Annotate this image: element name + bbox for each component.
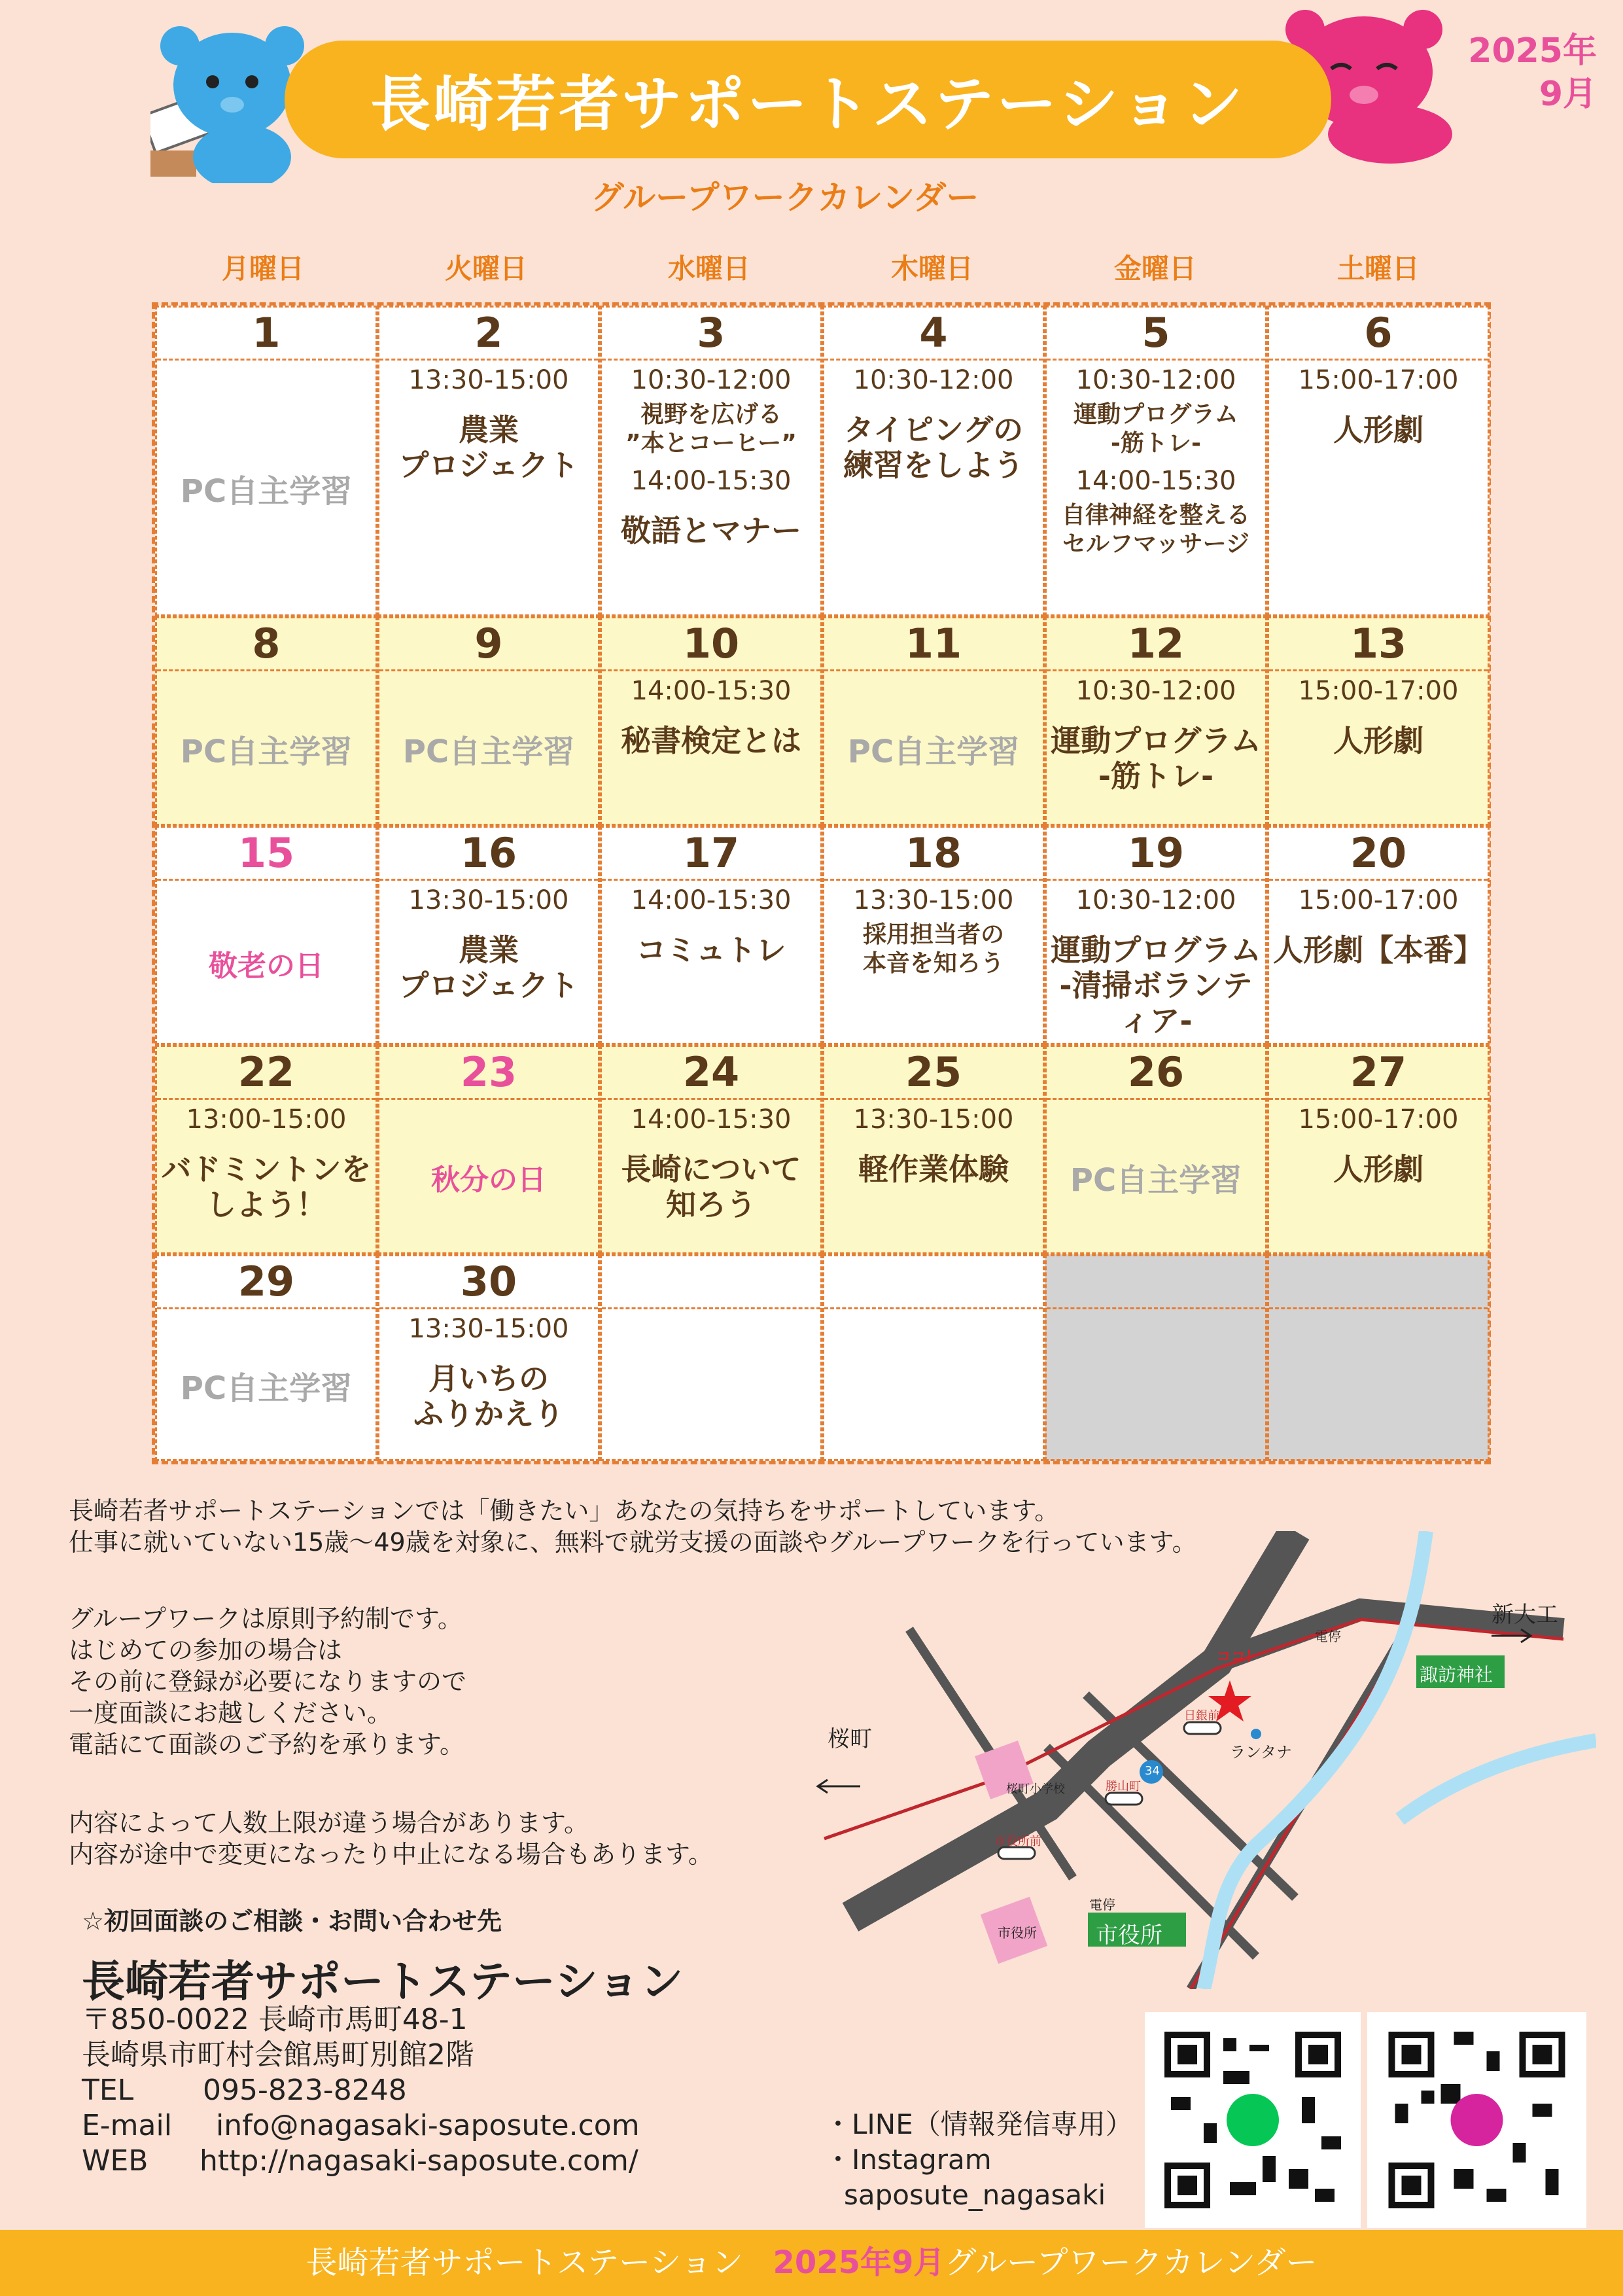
map-label-suwa-shrine: 諏訪神社 xyxy=(1420,1664,1493,1686)
event-title: 長崎について 知ろう xyxy=(621,1152,801,1222)
org-name: 長崎若者サポートステーション xyxy=(82,1956,684,2007)
day-number: 9 xyxy=(474,620,503,667)
event-title: 運動プログラム -筋トレ- xyxy=(1051,723,1261,794)
event-title: タイピングの 練習をしよう xyxy=(843,412,1024,483)
day-number: 19 xyxy=(1127,829,1185,877)
self-study-label: PC自主学習 xyxy=(402,733,575,770)
event-title: 敬語とマナー xyxy=(621,513,801,548)
calendar-day-cell xyxy=(1267,306,1490,616)
day-number: 11 xyxy=(905,620,962,667)
event-title: 農業 プロジェクト xyxy=(398,412,579,483)
web-label: WEB xyxy=(82,2144,148,2178)
event-title: 農業 プロジェクト xyxy=(398,932,579,1003)
tel-value: 095-823-8248 xyxy=(203,2074,407,2107)
self-study-label: PC自主学習 xyxy=(180,1369,353,1407)
building-address: 長崎県市町村会館馬町別館2階 xyxy=(82,2038,474,2072)
event-time: 14:00-15:30 xyxy=(631,885,792,915)
event-title: 月いちの ふりかえり xyxy=(413,1361,564,1432)
access-map xyxy=(798,1531,1596,1989)
calendar-day-cell xyxy=(822,306,1045,616)
calendar-day-cell xyxy=(155,826,377,1045)
map-label-sakuramachi: 桜町 xyxy=(828,1726,872,1752)
event-time: 14:00-15:30 xyxy=(631,1104,792,1135)
weekday-label: 金曜日 xyxy=(1113,253,1196,285)
self-study-label: PC自主学習 xyxy=(180,473,353,510)
intro-line-2: 仕事に就いていない15歳～49歳を対象に、無料で就労支援の面談やグループワークを行っています。 xyxy=(69,1528,1197,1557)
event-time: 13:30-15:00 xyxy=(853,885,1014,915)
sns-info xyxy=(824,2107,1133,2213)
day-number: 6 xyxy=(1364,309,1393,357)
event-title: 採用担当者の 本音を知ろう xyxy=(862,921,1004,977)
day-number: 5 xyxy=(1142,309,1170,357)
footer-bar xyxy=(0,2230,1623,2296)
day-number: 26 xyxy=(1127,1048,1185,1096)
web-link[interactable]: http://nagasaki-saposute.com/ xyxy=(200,2144,638,2178)
event-time: 15:00-17:00 xyxy=(1298,365,1459,395)
event-title: コミュトレ xyxy=(636,932,786,968)
map-label-city-hall: 市役所 xyxy=(998,1925,1037,1941)
instagram-label: ・Instagram xyxy=(824,2144,992,2176)
weekday-label: 月曜日 xyxy=(221,253,304,285)
calendar-day-cell xyxy=(155,1254,377,1461)
line-label: ・LINE（情報発信専用） xyxy=(824,2108,1133,2140)
calendar-day-cell xyxy=(822,1254,1045,1461)
event-title: 運動プログラム -筋トレ- xyxy=(1073,401,1238,457)
event-title: バドミントンを しよう！ xyxy=(161,1152,372,1222)
map-label-route: 34 xyxy=(1145,1764,1160,1778)
calendar-day-cell xyxy=(600,1045,822,1254)
note-line: 一度面談にお越しください。 xyxy=(69,1699,393,1727)
day-number: 20 xyxy=(1350,829,1407,877)
calendar-day-cell xyxy=(1267,616,1490,826)
holiday-label: 秋分の日 xyxy=(431,1163,546,1197)
event-title: 運動プログラム -清掃ボランティア- xyxy=(1051,932,1261,1038)
calendar-day-cell xyxy=(600,616,822,826)
calendar-day-cell xyxy=(377,1254,600,1461)
calendar-day-cell xyxy=(600,306,822,616)
map-label-tram-stop-2: 電停 xyxy=(1089,1897,1115,1913)
day-number: 23 xyxy=(460,1048,517,1096)
day-number: 30 xyxy=(460,1258,517,1305)
reservation-notes xyxy=(69,1603,466,1760)
note-line: グループワークは原則予約制です。 xyxy=(69,1604,462,1633)
event-time: 14:00-15:30 xyxy=(631,466,792,496)
holiday-label: 敬老の日 xyxy=(209,949,324,983)
calendar-day-cell xyxy=(1045,826,1267,1045)
year-label: 2025年 xyxy=(1468,31,1597,71)
event-title: 人形劇【本番】 xyxy=(1273,932,1484,968)
day-number: 10 xyxy=(682,620,740,667)
event-time: 13:30-15:00 xyxy=(408,1314,569,1344)
day-number: 29 xyxy=(237,1258,295,1305)
day-number: 8 xyxy=(252,620,281,667)
event-title: 秘書検定とは xyxy=(621,723,801,758)
day-number: 22 xyxy=(237,1048,295,1096)
calendar-day-cell xyxy=(1267,826,1490,1045)
calendar-day-cell xyxy=(155,306,377,616)
event-time: 15:00-17:00 xyxy=(1298,885,1459,915)
calendar-day-cell xyxy=(377,306,600,616)
weekday-label: 火曜日 xyxy=(444,253,527,285)
contact-details xyxy=(82,2002,640,2179)
day-number: 15 xyxy=(237,829,295,877)
tel-row xyxy=(82,2073,640,2108)
footer-org: 長崎若者サポートステーション xyxy=(305,2244,744,2281)
web-row xyxy=(82,2144,640,2179)
event-time: 15:00-17:00 xyxy=(1298,1104,1459,1135)
day-number: 17 xyxy=(682,829,740,877)
month-label: 9月 xyxy=(1539,75,1597,114)
calendar-day-cell xyxy=(822,826,1045,1045)
email-row xyxy=(82,2108,640,2144)
footer-label: グループワークカレンダー xyxy=(945,2244,1318,2281)
calendar-day-cell xyxy=(377,826,600,1045)
intro-line-1: 長崎若者サポートステーションでは「働きたい」あなたの気持ちをサポートしています。 xyxy=(69,1496,1060,1525)
calendar-day-cell xyxy=(1267,1045,1490,1254)
note-line: その前に登録が必要になりますので xyxy=(69,1667,467,1696)
map-label-school: 桜町小学校 xyxy=(1006,1782,1065,1796)
line-qr-code[interactable] xyxy=(1145,2012,1361,2228)
event-title: 自律神経を整える セルフマッサージ xyxy=(1061,502,1250,557)
day-number: 27 xyxy=(1350,1048,1407,1096)
map-label-stop-nichigin: 日銀前 xyxy=(1184,1709,1219,1723)
weekday-label: 木曜日 xyxy=(890,253,973,285)
day-number: 2 xyxy=(474,309,503,357)
calendar-day-cell xyxy=(155,616,377,826)
footer-date: 2025年9月 xyxy=(773,2244,945,2281)
content-notes xyxy=(69,1807,713,1870)
day-number: 3 xyxy=(697,309,725,357)
event-time: 10:30-12:00 xyxy=(1075,676,1236,706)
note-line: 内容によって人数上限が違う場合があります。 xyxy=(69,1809,589,1837)
event-time: 13:30-15:00 xyxy=(408,885,569,915)
calendar-grid xyxy=(152,302,1491,1464)
day-number: 1 xyxy=(252,309,281,357)
page-title: 長崎若者サポートステーション xyxy=(285,41,1331,158)
event-title: 視野を広げる ”本とコーヒー” xyxy=(625,401,797,457)
email-label: E-mail xyxy=(82,2109,172,2142)
event-title: 人形劇 xyxy=(1333,412,1423,448)
calendar-day-cell xyxy=(1045,1254,1267,1461)
day-number: 13 xyxy=(1350,620,1407,667)
event-time: 14:00-15:30 xyxy=(631,676,792,706)
event-time: 13:30-15:00 xyxy=(853,1104,1014,1135)
event-time: 10:30-12:00 xyxy=(853,365,1014,395)
event-title: 人形劇 xyxy=(1333,723,1423,758)
calendar-day-cell xyxy=(1045,1045,1267,1254)
day-number: 4 xyxy=(919,309,948,357)
weekday-label: 水曜日 xyxy=(667,253,750,285)
day-number: 25 xyxy=(905,1048,962,1096)
day-number: 24 xyxy=(682,1048,740,1096)
event-time: 14:00-15:30 xyxy=(1075,466,1236,496)
event-title: 人形劇 xyxy=(1333,1152,1423,1187)
event-time: 13:30-15:00 xyxy=(408,365,569,395)
year-month xyxy=(1468,29,1597,116)
instagram-qr-code[interactable] xyxy=(1367,2012,1586,2228)
map-label-rantana: ランタナ xyxy=(1230,1743,1293,1761)
self-study-label: PC自主学習 xyxy=(1070,1161,1242,1199)
map-label-stop-shiyakushomae: 市役所前 xyxy=(994,1835,1041,1848)
event-time: 13:00-15:00 xyxy=(186,1104,347,1135)
map-label-tram-stop-1: 電停 xyxy=(1315,1629,1341,1644)
calendar-day-cell xyxy=(822,616,1045,826)
calendar-day-cell xyxy=(600,1254,822,1461)
event-time: 15:00-17:00 xyxy=(1298,676,1459,706)
calendar-day-cell xyxy=(1267,1254,1490,1461)
weekday-label: 土曜日 xyxy=(1336,253,1420,285)
calendar-day-cell xyxy=(822,1045,1045,1254)
contact-heading: ☆初回面談のご相談・お問い合わせ先 xyxy=(82,1907,502,1935)
map-label-stop-katsuyama: 勝山町 xyxy=(1106,1780,1141,1793)
email-value[interactable]: info@nagasaki-saposute.com xyxy=(216,2109,640,2142)
event-time: 10:30-12:00 xyxy=(631,365,792,395)
note-line: はじめての参加の場合は xyxy=(69,1636,343,1665)
day-number: 18 xyxy=(905,829,962,877)
self-study-label: PC自主学習 xyxy=(180,733,353,770)
instagram-id: saposute_nagasaki xyxy=(844,2179,1106,2211)
map-label-here: ココ！ xyxy=(1217,1649,1261,1665)
day-number: 12 xyxy=(1127,620,1185,667)
calendar-day-cell xyxy=(600,826,822,1045)
calendar-day-cell xyxy=(377,616,600,826)
map-label-shindaiku: 新大工 xyxy=(1492,1602,1558,1628)
note-line: 内容が途中で変更になったり中止になる場合もあります。 xyxy=(69,1840,713,1869)
event-time: 10:30-12:00 xyxy=(1075,365,1236,395)
map-label-city-hall-stop: 市役所 xyxy=(1096,1922,1162,1949)
calendar-day-cell xyxy=(1045,306,1267,616)
event-title: 軽作業体験 xyxy=(858,1152,1009,1187)
postal-address: 〒850-0022 長崎市馬町48-1 xyxy=(82,2003,468,2036)
calendar-subtitle: グループワークカレンダー xyxy=(591,179,979,217)
note-line: 電話にて面談のご予約を承ります。 xyxy=(69,1730,464,1759)
calendar-day-cell xyxy=(1045,616,1267,826)
tel-label: TEL xyxy=(82,2074,134,2107)
self-study-label: PC自主学習 xyxy=(847,733,1020,770)
calendar-day-cell xyxy=(155,1045,377,1254)
event-time: 10:30-12:00 xyxy=(1075,885,1236,915)
day-number: 16 xyxy=(460,829,517,877)
calendar-day-cell xyxy=(377,1045,600,1254)
